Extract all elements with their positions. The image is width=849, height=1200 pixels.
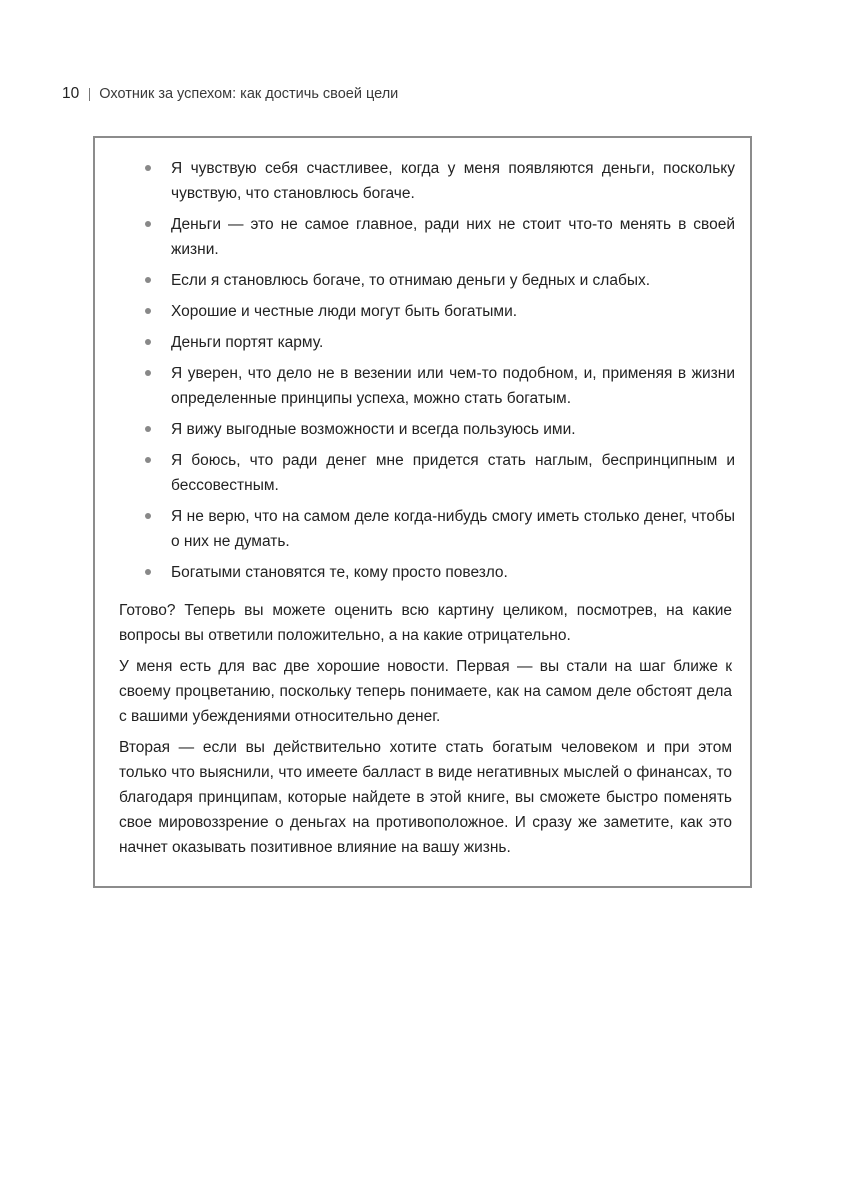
bullet-icon <box>145 426 151 432</box>
list-item <box>143 417 735 442</box>
list-item-text: Я не верю, что на самом деле когда-нибудь смогу иметь столько денег, чтобы о них не думать. <box>171 508 735 550</box>
list-item <box>143 156 735 206</box>
bullet-icon <box>145 569 151 575</box>
list-item <box>143 448 735 498</box>
bullet-icon <box>145 339 151 345</box>
bullet-icon <box>145 457 151 463</box>
list-item <box>143 268 735 293</box>
header-separator <box>89 88 90 101</box>
list-item <box>143 330 735 355</box>
list-item <box>143 361 735 411</box>
list-item-text: Я чувствую себя счастливее, когда у меня появляются деньги, поскольку чувствую, что становлюсь богаче. <box>171 160 735 202</box>
list-item-text: Я уверен, что дело не в везении или чем-то подобном, и, применяя в жизни определенные принципы успеха, можно стать богатым. <box>171 365 735 407</box>
questionnaire-box <box>93 136 752 888</box>
list-item-text: Деньги портят карму. <box>171 334 324 351</box>
bullet-icon <box>145 221 151 227</box>
bullet-icon <box>145 277 151 283</box>
list-item-text: Если я становлюсь богаче, то отнимаю деньги у бедных и слабых. <box>171 272 651 289</box>
list-item <box>143 212 735 262</box>
running-header <box>62 84 398 104</box>
list-item-text: Хорошие и честные люди могут быть богатыми. <box>171 303 518 320</box>
page-number: 10 <box>62 85 80 102</box>
list-item <box>143 504 735 554</box>
box-body-text <box>119 598 732 866</box>
statement-list <box>143 156 735 591</box>
paragraph: У меня есть для вас две хорошие новости. Первая — вы стали на шаг ближе к своему процветанию, поскольку теперь понимаете, как на самом деле обстоят дела с вашими убеждениями относительно денег. <box>119 658 732 725</box>
running-title: Охотник за успехом: как достичь своей цели <box>99 86 399 102</box>
list-item <box>143 560 735 585</box>
bullet-icon <box>145 513 151 519</box>
list-item-text: Я боюсь, что ради денег мне придется стать наглым, беспринципным и бессовестным. <box>171 452 735 494</box>
bullet-icon <box>145 165 151 171</box>
list-item-text: Деньги — это не самое главное, ради них не стоит что-то менять в своей жизни. <box>171 216 735 258</box>
list-item <box>143 299 735 324</box>
paragraph: Готово? Теперь вы можете оценить всю картину целиком, посмотрев, на какие вопросы вы ответили положительно, а на какие отрицательно. <box>119 602 732 644</box>
bullet-icon <box>145 308 151 314</box>
paragraph: Вторая — если вы действительно хотите стать богатым человеком и при этом только что выяснили, что имеете балласт в виде негативных мыслей о финансах, то благодаря принципам, которые найдете в этой книге, вы сможете быстро поменять свое мировоззрение о деньгах на противоположное. И сразу же заметите, как это начнет оказывать позитивное влияние на вашу жизнь. <box>119 739 732 856</box>
bullet-icon <box>145 370 151 376</box>
list-item-text: Богатыми становятся те, кому просто повезло. <box>171 564 508 581</box>
list-item-text: Я вижу выгодные возможности и всегда пользуюсь ими. <box>171 421 576 438</box>
